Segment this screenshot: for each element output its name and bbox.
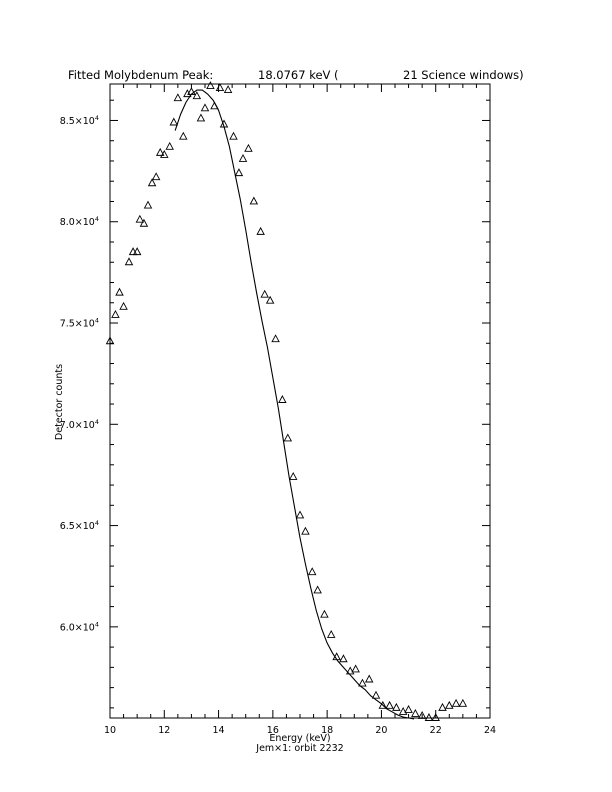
data-point-triangle [412,710,419,717]
data-point-triangle [439,704,446,711]
y-tick-label-exponent: 4 [94,113,99,122]
x-tick-label: 14 [212,725,225,736]
data-point-triangle [366,676,373,683]
data-point-triangle [309,568,316,575]
data-point-triangle [126,258,133,265]
data-point-triangle [321,611,328,618]
fit-line-layer [175,90,414,719]
data-point-triangle [373,692,380,699]
data-markers-layer [107,82,467,720]
x-tick-label: 20 [375,725,388,736]
data-point-triangle [149,179,156,186]
data-point-triangle [216,84,223,91]
y-axis-ticks [110,100,490,708]
y-tick-label: $8.0\times 10^4$ [59,215,99,229]
data-point-triangle [245,145,252,152]
data-point-triangle [174,94,181,101]
x-axis-label: Energy (keV) [269,733,331,744]
y-tick-label: $8.5\times 10^4$ [59,113,99,127]
data-point-triangle [405,706,412,713]
y-tick-label-exponent: 4 [94,620,99,629]
data-point-triangle [393,704,400,711]
data-point-triangle [446,702,453,709]
data-point-triangle [207,82,214,89]
y-tick-label-exponent: 4 [94,316,99,325]
data-point-triangle [180,133,187,140]
data-point-triangle [257,228,264,235]
data-point-triangle [240,155,247,162]
data-point-triangle [235,169,242,176]
data-point-triangle [425,714,432,721]
data-point-triangle [386,702,393,709]
x-tick-label: 10 [103,725,117,736]
x-tick-label: 12 [158,725,171,736]
data-point-triangle [279,396,286,403]
data-point-triangle [116,289,123,296]
plot-frame [110,84,490,718]
y-tick-label: $7.0\times 10^4$ [59,417,99,431]
data-point-triangle [352,665,359,672]
data-point-triangle [170,118,177,125]
y-axis-tick-labels [60,114,99,633]
data-point-triangle [261,291,268,298]
data-point-triangle [340,655,347,662]
chart-title-part2: 18.0767 keV ( [258,68,339,82]
data-point-triangle [120,303,127,310]
data-point-triangle [267,297,274,304]
data-point-triangle [230,133,237,140]
data-point-triangle [284,434,291,441]
data-point-triangle [459,700,466,707]
data-point-triangle [136,216,143,223]
data-point-triangle [197,114,204,121]
data-point-triangle [145,202,152,209]
data-point-triangle [302,528,309,535]
data-point-triangle [453,700,460,707]
x-tick-label: 24 [483,725,497,736]
data-point-triangle [112,311,119,318]
y-axis-label: Detector counts [54,363,65,441]
data-point-triangle [225,86,232,93]
x-tick-label: 18 [321,725,334,736]
y-tick-label-exponent: 4 [94,215,99,224]
data-point-triangle [250,197,257,204]
data-point-triangle [272,335,279,342]
chart-title-part3: 21 Science windows) [403,68,524,82]
x-tick-label: 16 [266,725,279,736]
y-tick-label: $6.0\times 10^4$ [59,620,99,634]
data-point-triangle [166,143,173,150]
y-tick-label: $7.5\times 10^4$ [59,316,99,330]
chart-title-part1: Fitted Molybdenum Peak: [68,68,214,82]
data-point-triangle [290,473,297,480]
chart-title [68,68,524,82]
x-axis-ticks [110,84,490,718]
fit-curve [175,90,414,719]
data-point-triangle [153,173,160,180]
data-point-triangle [328,631,335,638]
data-point-triangle [140,220,147,227]
x-axis-sublabel: Jem×1: orbit 2232 [256,743,344,754]
y-tick-label: $6.5\times 10^4$ [59,519,99,533]
data-point-triangle [314,586,321,593]
y-tick-label-exponent: 4 [94,519,99,528]
y-tick-label-exponent: 4 [94,417,99,426]
data-point-triangle [297,511,304,518]
x-tick-label: 22 [429,725,442,736]
data-point-triangle [202,104,209,111]
